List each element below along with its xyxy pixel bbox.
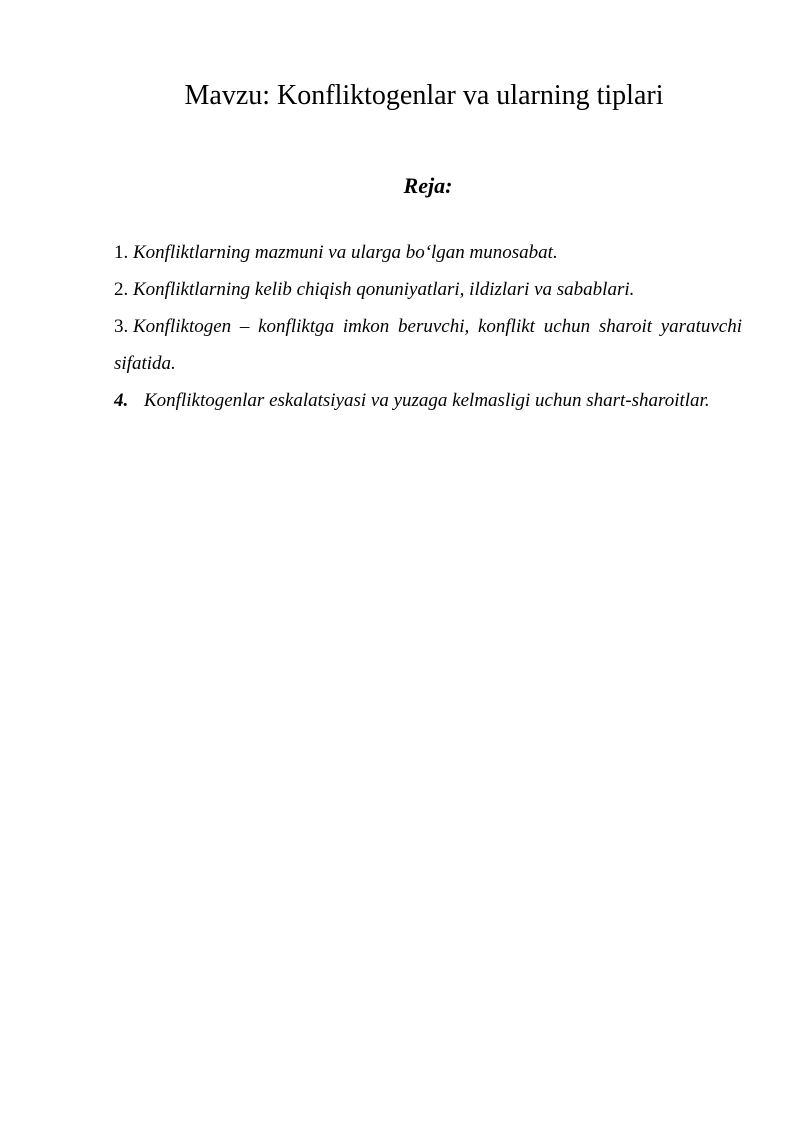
plan-item-number: 2. bbox=[114, 279, 129, 300]
plan-item-text: Konfliktlarning mazmuni va ularga bo‘lgan munosabat. bbox=[133, 242, 558, 263]
plan-item-text: Konfliktogen – konfliktga imkon beruvchi, konflikt uchun sharoit yaratuvchi sifatida. bbox=[114, 316, 742, 374]
plan-item bbox=[114, 308, 742, 382]
plan-item bbox=[114, 382, 742, 419]
plan-item-text: Konfliktogenlar eskalatsiyasi va yuzaga kelmasligi uchun shart-sharoitlar. bbox=[144, 390, 710, 411]
plan-item bbox=[114, 271, 742, 308]
page-title: Mavzu: Konfliktogenlar va ularning tiplari bbox=[184, 80, 664, 111]
plan-item-text: Konfliktlarning kelib chiqish qonuniyatlari, ildizlari va sabablari. bbox=[133, 279, 635, 300]
plan-item-number: 1. bbox=[114, 242, 129, 263]
plan-item-number: 4. bbox=[114, 390, 129, 411]
plan-item-number: 3. bbox=[114, 316, 129, 337]
plan-list bbox=[114, 234, 742, 419]
plan-heading: Reja: bbox=[403, 173, 453, 198]
plan-item bbox=[114, 234, 742, 271]
